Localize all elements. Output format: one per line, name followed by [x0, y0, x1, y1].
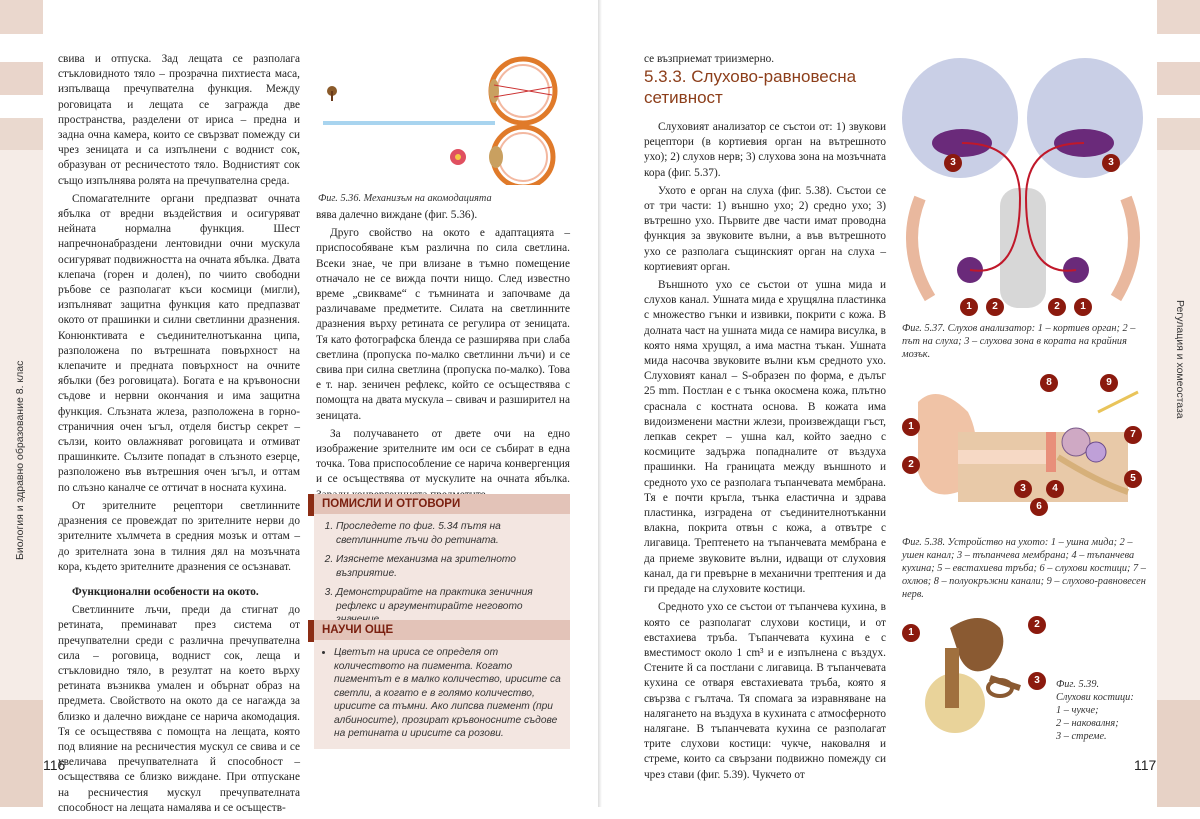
text-column-3 [644, 120, 886, 786]
box-title: ПОМИСЛИ И ОТГОВОРИ [314, 494, 570, 514]
eye-diagram-icon [318, 55, 578, 185]
paragraph: От зрителните рецептори светлинните дразнения се провеждат по зрителните нерви до зрителните хълмчета в средния мозък и оттам – до зрителната зона в тилния дял на мозъчната кора, където зрителните дразнения се осъзнават. [58, 499, 300, 573]
label-2: 2 [902, 456, 920, 474]
caption-item: 1 – чукче; [1056, 705, 1099, 716]
caption-subtitle: Слухови костици: [1056, 692, 1134, 703]
label-7: 7 [1124, 426, 1142, 444]
paragraph: Ухото е орган на слуха (фиг. 5.38). Състои се от три части: 1) външно ухо; 2) средно ухо; 3) вътрешно ухо. Първите две части имат проводна функция за звуковите вълни, а във вътрешното ухо се разполага същинският орган на слуха – кортиевият орган. [644, 184, 886, 273]
paragraph: свива и отпуска. Зад лещата се разполага стъкловидното тяло – прозрачна пихтиеста маса, изпълваща пречупвателна функция. Между роговицата и лещата се загражда две пространства, разделени от ириса – предна и задна очна камера, които се свързват помежду си чрез зеницата и са изпълнени с воднист сок, образуван от ресничестото тяло. Воднистият сок също изпълнява ролята на пречупвателна среда. [58, 53, 300, 187]
label-6: 6 [1030, 498, 1048, 516]
label-3: 3 [1014, 480, 1032, 498]
ossicles-figure [900, 608, 1050, 748]
figure-5-39-caption [1056, 678, 1146, 743]
figure-5-36-caption: Фиг. 5.36. Механизъм на акомодацията [318, 193, 492, 204]
question-item: 3. Демонстрирайте на практика зеничния рефлекс и аргументирайте неговото [336, 586, 562, 627]
label-2: 2 [986, 298, 1004, 316]
box-tab [308, 620, 314, 642]
ear-structure-figure [898, 372, 1148, 522]
caption-title: Фиг. 5.39. [1056, 679, 1100, 690]
caption-item: 2 – наковалня; [1056, 718, 1119, 729]
label-9: 9 [1100, 374, 1118, 392]
paragraph: Светлинните лъчи, преди да стигнат до ретината, преминават през система от пречупвателни среди с различна пречупвателна сила – роговица, воднист сок, леща и стъкловидно тяло, в резултат на което върху ретината възниква умален и обърнат образ на предмета. Свойството на окото да се нагажда за близко и далечно виждане се нарича акомодация. Тя се осъществява с помощта на лещата, която под влияние на ресничестия мускул се свива и се увеличава пречупвателната й способност – осъществява се близко виждане. При отпускане на ресничестия мускул пречупвателната способност на лещата намалява и се осъществ- [58, 604, 300, 814]
text-column-1 [58, 52, 300, 819]
box-title: НАУЧИ ОЩЕ [314, 620, 570, 640]
paragraph: Средното ухо се състои от тъпанчева кухина, в която се разполагат слухови костици, и от евстахиева тръба. Тъпанчевата кухина е с вместимост около 1 cm³ и е изпълнена с въздух. Стените й са постлани с лигавица. В тъпанчевата кухина се отваря евстахиевата тръба, която я свързва с гълтача. Тя спомага за изравняване на налягането на въздуха в кухината с атмосферното налягане. В тъпанчевата кухина се разполагат трите слухови костици: чукче, наковалня и стреме, които са свързани подвижно помежду си чрез стави (фиг. 5.39). Чукчето от [644, 601, 886, 781]
label-1: 1 [960, 298, 978, 316]
question-item: 1. Проследете по фиг. 5.34 пътя на светлинните лъчи до ретината. [336, 520, 562, 547]
paragraph: Спомагателните органи предпазват очната ябълка от вредни въздействия и осигуряват нейната нормална функция. Шест напречнонабраздени лентовидни очни мускула осигуряват подвижността на очната ябълка. Двата клепача (горен и долен), по чиито свободни ръбове се разполагат къси космици (мигли), изпълняват защитна функция като предпазват окото от прашинки и силни светлинни дразнения. Конюнктивата е съединителнотъканна ципа, разположена по вътрешната повърхност на клепачите и предната повърхност на очните ябълки (без роговицата). Богата е на кръвоносни съдове и нервни окончания и има защитна функция. Слъзната жлеза, разположена в горно-страничния очен ъгъл, отделя бистър секрет – сълзи, които овлажняват роговицата и отмиват прашинките. Сълзите попадат в слъзното езерце, разположено във вътрешния очен ъгъл, и оттам по слъзно каналче се оттичат в носната кухина. [58, 192, 300, 494]
section-title: 5.3.3. Слухово-равновесна сетивност [644, 67, 857, 107]
ear-cross-section-icon [898, 372, 1148, 522]
fact-item: • Цветът на ириса се определя от количеството на пигмента. Когато пигментът е в малко количество, ирисите са светли, а когато е в голямо количество, ирисите са тъмни. Ако липсва пигмент (при албиносите), прозират кръвоносните съдове на ретината и ирисите са розови. [334, 646, 562, 741]
label-2: 2 [1028, 616, 1046, 634]
brain-ear-pathway-icon [900, 48, 1146, 318]
label-3: 3 [1028, 672, 1046, 690]
subheading: Функционални особености на окото. [72, 585, 259, 598]
caption-item: 3 – стреме. [1056, 731, 1107, 742]
label-3: 3 [944, 154, 962, 172]
paragraph: вява далечно виждане (фиг. 5.36). [316, 209, 478, 221]
box-tab [308, 494, 314, 516]
paragraph: Слуховият анализатор се състои от: 1) звукови рецептори (в кортиевия орган на вътрешното ухо); 2) слухов нерв; 3) слухова зона на мозъчната кора (фиг. 5.37). [644, 121, 886, 179]
label-5: 5 [1124, 470, 1142, 488]
book-gutter [598, 0, 602, 807]
figure-5-37-caption: Фиг. 5.37. Слухов анализатор: 1 – кортиев орган; 2 – път на слуха; 3 – слухова зона в кората на крайния мозък. [902, 323, 1136, 360]
figure-5-38-caption: Фиг. 5.38. Устройство на ухото: 1 – ушна мида; 2 – ушен канал; 3 – тъпанчева мембрана; 4 – тъпанчева кухина; 5 – евстахиева тръба; 6 – слухови костици; 7 – охлюв; 8 – полуокръжни канали; 9 – слухово-равновесен нерв. [902, 537, 1146, 600]
paragraph: Външното ухо се състои от ушна мида и слухов канал. Ушната мида е хрущялна пластинка с множество гънки и извивки, покрити с кожа. В долната част на ушната мида се намира висулка, в която няма хрущял, а има мастна тъкан. Ушната мида насочва звуковите вълни към средното ухо. Слуховият канал – S-образен по форма, е дълъг 25 mm. Постлан е с тънка окосмена кожа, плътно сраснала с костната основа. В кожата има видоизменени мастни жлези, произвеждащи гъст, лепкав секрет – ушна кал, който заедно с космиците задържа попадналите от въздуха прашинки. На границата между външното и средното ухо се разполага тъпанчевата мембрана. Тя е почти кръгла, тънка еластична и здрава пластинка, изградена от съединителнотъканни влакна, покрита отвън с кожа, а отвътре с лигавица. Трептенето на тъпанчевата мембрана е да приеме звуковите вълни, идващи от слуховия канал, да ги превърне в механични трептения и да ги предаде на слуховите костици. [644, 279, 886, 596]
label-3: 3 [1102, 154, 1120, 172]
page-number-right: 117 [1134, 757, 1157, 773]
paragraph: Друго свойство на окото е адаптацията – приспособяване към различна по сила светлина. Всеки знае, че при влизане в тъмно помещение отначало не се вижда почти нищо. След известно време „свикваме“ с тъмнината и започваме да различаваме предметите. Силата на светлинните дразнения върху ретината се регулира от зеницата. Тя като фотографска бленда се разширява при слаба светлина (пропуска по-малко светлинни лъчи) и се свива при силна светлина (пропуска по-малко). Това е т. нар. зеничен рефлекс, който се осъществява с помощта на двата мускула – свивач и разширител на зеницата. [316, 227, 570, 422]
page-number-left: 116 [43, 757, 66, 773]
spine-title-right: Регулация и хомеостаза [1174, 300, 1186, 419]
spine-title-left: Биология и здравно образование 8. клас [14, 360, 26, 560]
paragraph: За получаването от двете очи на едно изображение зрителните им оси се събират в една точка. Това приспособление се нарича конвергенция и се осъществява от мускулите на очната ябълка. [316, 427, 570, 486]
label-1: 1 [902, 418, 920, 436]
learn-more-box [314, 620, 570, 749]
box-body [314, 640, 570, 749]
label-2: 2 [1048, 298, 1066, 316]
think-and-answer-box [314, 494, 570, 641]
label-4: 4 [1046, 480, 1064, 498]
label-1: 1 [1074, 298, 1092, 316]
auditory-analyzer-figure [900, 48, 1146, 318]
text-column-2 [316, 208, 570, 506]
paragraph: се възприемат триизмерно. [644, 53, 775, 65]
accommodation-figure [318, 55, 578, 185]
question-item: 2. Изяснете механизма на зрителното възприятие. [336, 553, 562, 580]
label-1: 1 [902, 624, 920, 642]
label-8: 8 [1040, 374, 1058, 392]
